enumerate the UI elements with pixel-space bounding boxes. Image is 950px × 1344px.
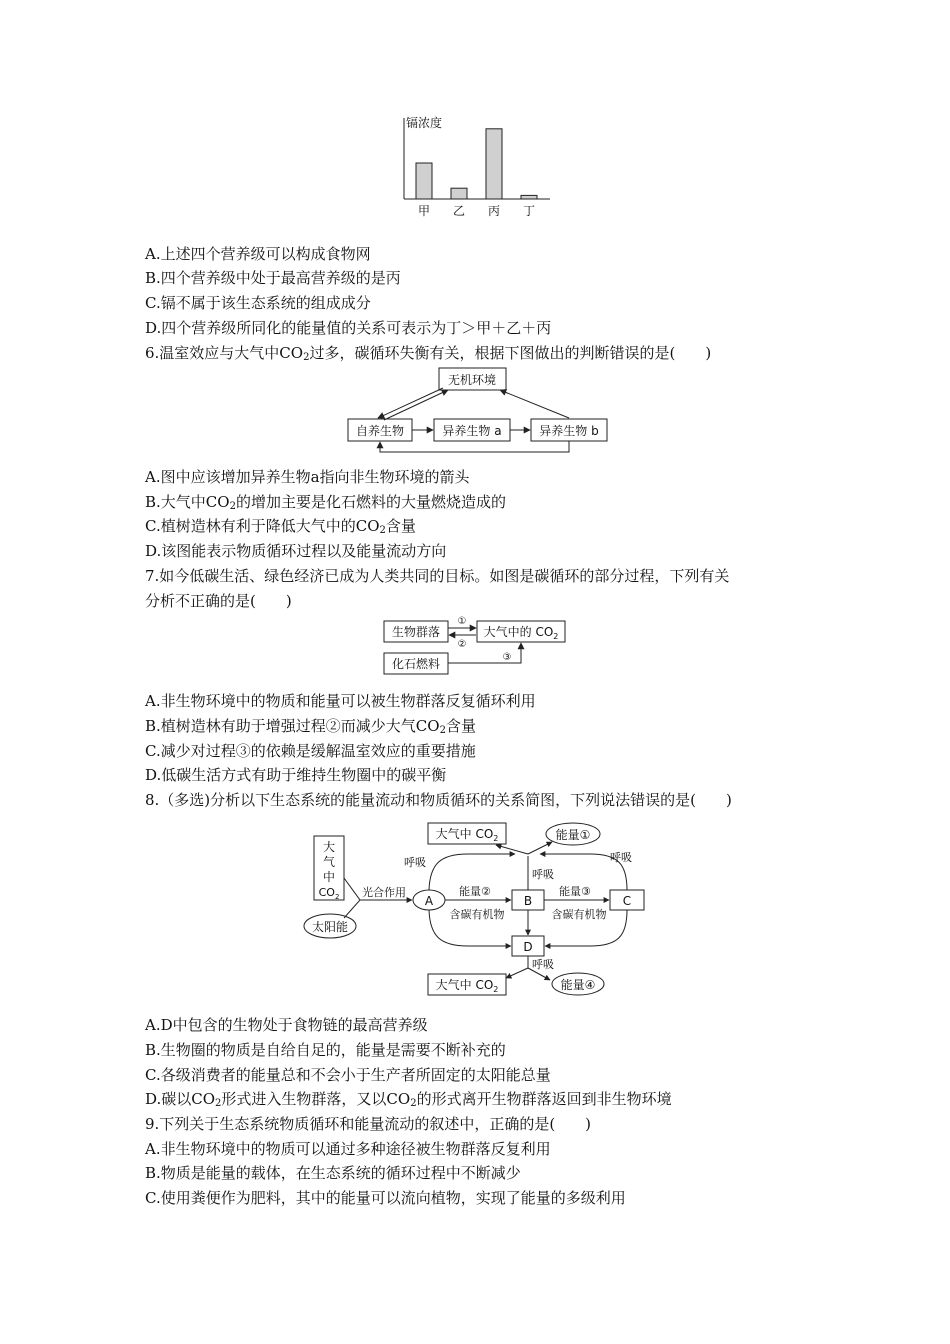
svg-text:呼吸: 呼吸 bbox=[532, 868, 554, 881]
svg-text:③: ③ bbox=[502, 652, 512, 663]
bar-label-3: 丁 bbox=[522, 204, 536, 218]
q6-option-b: B.大气中$CO_2$的增加主要是化石燃料的大量燃烧造成的 bbox=[145, 493, 506, 512]
svg-text:太阳能: 太阳能 bbox=[311, 920, 349, 934]
q7-carbon-cycle-diagram bbox=[380, 613, 580, 676]
q7-option-d: D.低碳生活方式有助于维持生物圈中的碳平衡 bbox=[145, 766, 447, 784]
svg-text:能量④: 能量④ bbox=[560, 978, 596, 992]
q7-option-b: B.植树造林有助于增强过程②而减少大气$CO_2$含量 bbox=[145, 717, 476, 736]
svg-text:无机环境: 无机环境 bbox=[447, 373, 497, 387]
q8-option-d: D.碳以$CO_2$形式进入生物群落，又以$CO_2$的形式离开生物群落返回到非生物环境 bbox=[145, 1090, 672, 1109]
q5-option-d: D.四个营养级所同化的能量值的关系可表示为丁＞甲＋乙＋丙 bbox=[145, 319, 552, 337]
bar-0 bbox=[416, 163, 432, 199]
q7-option-c: C.减少对过程③的依赖是缓解温室效应的重要措施 bbox=[145, 742, 476, 760]
bar-1 bbox=[451, 188, 467, 199]
svg-text:呼吸: 呼吸 bbox=[404, 856, 426, 869]
arrow-b-to-env bbox=[500, 390, 569, 418]
q9-option-a: A.非生物环境中的物质可以通过多种途径被生物群落反复利用 bbox=[145, 1140, 551, 1158]
svg-text:呼吸: 呼吸 bbox=[610, 851, 632, 864]
svg-text:CO2: $CO_2$ bbox=[318, 886, 340, 901]
q8-stem: 8.（多选)分析以下生态系统的能量流动和物质循环的关系简图，下列说法错误的是( ) bbox=[145, 791, 732, 809]
svg-text:①: ① bbox=[457, 616, 467, 627]
svg-text:气: 气 bbox=[322, 855, 336, 869]
y-axis-label: 镉浓度 bbox=[406, 116, 443, 130]
cadmium-bar-chart bbox=[380, 110, 560, 225]
svg-text:②: ② bbox=[457, 639, 467, 650]
svg-text:大: 大 bbox=[322, 840, 336, 854]
q6-stem: 6.温室效应与大气中$CO_2$过多，碳循环失衡有关，根据下图做出的判断错误的是( ) bbox=[145, 344, 712, 363]
svg-text:自养生物: 自养生物 bbox=[355, 424, 405, 438]
q6-option-d: D.该图能表示物质循环过程以及能量流动方向 bbox=[145, 542, 447, 560]
q7-stem-line1: 7.如今低碳生活、绿色经济已成为人类共同的目标。如图是碳循环的部分过程，下列有关 bbox=[145, 567, 730, 585]
q5-option-c: C.镉不属于该生态系统的组成成分 bbox=[145, 294, 371, 312]
svg-text:化石燃料: 化石燃料 bbox=[391, 657, 441, 671]
q8-option-b: B.生物圈的物质是自给自足的，能量是需要不断补充的 bbox=[145, 1041, 506, 1059]
arrow-auto-to-env bbox=[384, 390, 448, 420]
q7-option-a: A.非生物环境中的物质和能量可以被生物群落反复循环利用 bbox=[145, 692, 536, 710]
bar-label-1: 乙 bbox=[452, 204, 466, 218]
svg-text:光合作用: 光合作用 bbox=[362, 886, 406, 899]
q9-option-c: C.使用粪便作为肥料，其中的能量可以流向植物，实现了能量的多级利用 bbox=[145, 1189, 626, 1207]
bar-label-0: 甲 bbox=[417, 204, 431, 218]
svg-text:含碳有机物: 含碳有机物 bbox=[449, 908, 505, 921]
arrow-env-to-auto bbox=[378, 388, 443, 418]
bar-2 bbox=[486, 129, 502, 199]
svg-text:中: 中 bbox=[322, 870, 336, 884]
q5-option-a: A.上述四个营养级可以构成食物网 bbox=[145, 245, 371, 263]
svg-text:呼吸: 呼吸 bbox=[532, 958, 554, 971]
svg-text:含碳有机物: 含碳有机物 bbox=[551, 908, 607, 921]
q9-stem: 9.下列关于生态系统物质循环和能量流动的叙述中，正确的是( ) bbox=[145, 1115, 592, 1133]
q7-stem-line2: 分析不正确的是( ) bbox=[145, 592, 292, 610]
svg-text:生物群落: 生物群落 bbox=[391, 625, 441, 639]
svg-text:大气中 CO2: 大气中 $CO_2$ bbox=[435, 978, 499, 994]
svg-text:异养生物 b: 异养生物 b bbox=[539, 424, 599, 438]
svg-text:能量③: 能量③ bbox=[559, 885, 591, 898]
q6-option-a: A.图中应该增加异养生物a指向非生物环境的箭头 bbox=[145, 468, 470, 486]
q8-option-a: A.D中包含的生物处于食物链的最高营养级 bbox=[145, 1016, 428, 1034]
svg-text:大气中 CO2: 大气中 $CO_2$ bbox=[435, 827, 499, 843]
q8-energy-matter-diagram bbox=[300, 818, 660, 998]
svg-text:D: D bbox=[523, 940, 533, 954]
svg-text:大气中的 CO2: 大气中的 $CO_2$ bbox=[483, 625, 559, 641]
q6-carbon-cycle-diagram bbox=[340, 364, 620, 456]
bar-label-2: 丙 bbox=[487, 204, 501, 218]
q9-option-b: B.物质是能量的载体，在生态系统的循环过程中不断减少 bbox=[145, 1164, 521, 1182]
svg-text:C: C bbox=[622, 894, 632, 908]
bar-3 bbox=[521, 195, 537, 199]
q8-option-c: C.各级消费者的能量总和不会小于生产者所固定的太阳能总量 bbox=[145, 1066, 551, 1084]
svg-text:B: B bbox=[523, 894, 533, 908]
q5-option-b: B.四个营养级中处于最高营养级的是丙 bbox=[145, 269, 401, 287]
arrow-b-to-auto bbox=[380, 441, 569, 452]
svg-text:能量②: 能量② bbox=[459, 885, 491, 898]
svg-text:能量①: 能量① bbox=[555, 828, 591, 842]
svg-text:A: A bbox=[424, 894, 434, 908]
svg-text:异养生物 a: 异养生物 a bbox=[442, 424, 502, 438]
q6-option-c: C.植树造林有利于降低大气中的$CO_2$含量 bbox=[145, 517, 416, 536]
